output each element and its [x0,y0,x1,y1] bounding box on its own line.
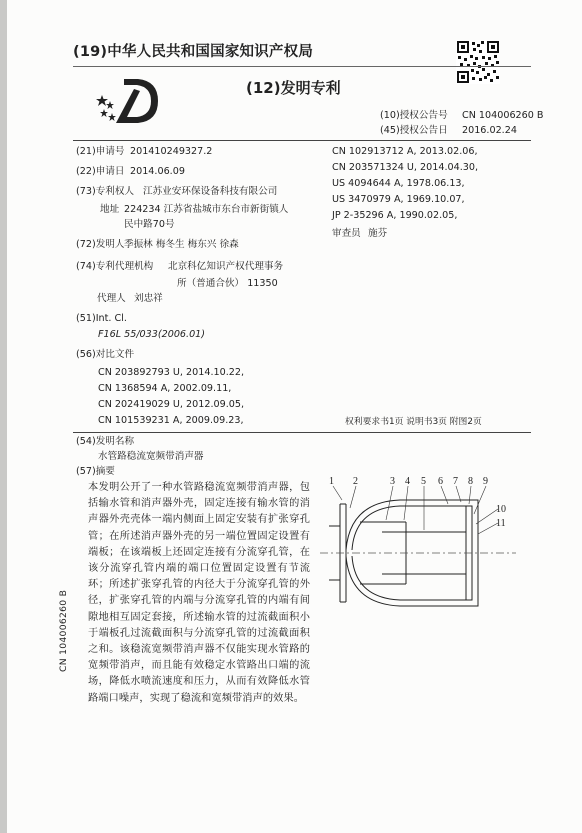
side-publication-number: CN 104006260 B [58,589,69,672]
figure-label-8: 8 [468,476,473,487]
figure-label-4: 4 [405,476,410,487]
reference-right-4: US 3470979 A, 1969.10.07, [332,194,465,205]
reference-left-2: CN 1368594 A, 2002.09.11, [98,383,232,394]
figure-label-10: 10 [496,504,506,515]
publication-date: 2016.02.24 [462,125,517,136]
owner: 江苏业安环保设备科技有限公司 [143,186,278,197]
inventors-label: (72)发明人 [76,239,125,250]
biblio-bottom-rule [73,432,531,433]
application-date: 2014.06.09 [130,166,185,177]
agency-line-1: 北京科亿知识产权代理事务 [168,261,284,272]
address-line-2: 民中路70号 [124,219,175,230]
figure-label-1: 1 [329,476,334,487]
cnipa-logo-icon [94,75,164,127]
header-rule [73,66,531,67]
abstract-label: (57)摘要 [76,466,115,477]
document-kind: (12)发明专利 [246,79,341,97]
scan-edge [0,0,7,833]
reference-right-3: US 4094644 A, 1978.06.13, [332,178,465,189]
examiner-label: 审查员 [332,228,361,239]
figure-label-3: 3 [390,476,395,487]
references-label: (56)对比文件 [76,349,135,360]
reference-left-3: CN 202419029 U, 2012.09.05, [98,399,245,410]
address-label: 地址 [100,204,120,215]
figure-label-7: 7 [453,476,458,487]
application-date-label: (22)申请日 [76,166,125,177]
reference-right-5: JP 2-35296 A, 1990.02.05, [332,210,458,221]
application-number: 201410249327.2 [130,146,213,157]
int-cl-label: (51)Int. Cl. [76,313,127,324]
reference-left-4: CN 101539231 A, 2009.09.23, [98,415,244,426]
reference-right-1: CN 102913712 A, 2013.02.06, [332,146,478,157]
examiner: 施芬 [368,228,388,239]
publication-number: CN 104006260 B [462,110,544,121]
office-title: (19)中华人民共和国国家知识产权局 [73,44,314,60]
figure-label-5: 5 [421,476,426,487]
figure-label-6: 6 [438,476,443,487]
agent: 刘忠祥 [134,293,163,304]
biblio-top-rule [73,140,531,141]
agency-label: (74)专利代理机构 [76,261,154,272]
invention-title-label: (54)发明名称 [76,436,135,447]
publication-date-label: (45)授权公告日 [380,125,448,136]
representative-drawing [316,474,528,624]
figure-label-2: 2 [353,476,358,487]
qr-code-icon [456,40,500,84]
application-number-label: (21)申请号 [76,146,125,157]
publication-number-label: (10)授权公告号 [380,110,448,121]
int-cl: F16L 55/033(2006.01) [98,329,206,340]
abstract-text: 本发明公开了一种水管路稳流宽频带消声器，包括输水管和消声器外壳，固定连接有输水管的消声器外壳壳体一端内侧面上固定安装有扩张穿孔管；在所述消声器外壳的另一端位置固定设置有端板；在该端板上还固定连接有分流穿孔管，在该分流穿孔管内端的端口位置固定设置有节流环；所述扩张穿孔管的内径大于分流穿孔管的外径，扩张穿孔管的内端与分流穿孔管的内端有间隙地相互固定套接，所述输水管的过流截面积小于端板孔过流截面积与分流穿孔管的过流截面积之和。该稳流宽频带消声器不仅能实现水管路的宽频带消声，而且能有效稳定水管路出口端的流场，降低水喷流速度和压力，从而有效降低水管路端口噪声，实现了稳流和宽频带消声的效果。 [88,482,310,704]
pages-info: 权利要求书1页 说明书3页 附图2页 [345,417,482,427]
figure-label-9: 9 [483,476,488,487]
owner-label: (73)专利权人 [76,186,135,197]
invention-title: 水管路稳流宽频带消声器 [98,451,204,462]
reference-right-2: CN 203571324 U, 2014.04.30, [332,162,479,173]
address-line-1: 224234 江苏省盐城市东台市新街镇人 [124,204,289,215]
agent-label: 代理人 [97,293,126,304]
agency-line-2: 所（普通合伙） 11350 [177,278,278,289]
figure-label-11: 11 [496,518,506,529]
inventors: 季振林 梅冬生 梅东兴 徐森 [124,239,239,250]
reference-left-1: CN 203892793 U, 2014.10.22, [98,367,245,378]
